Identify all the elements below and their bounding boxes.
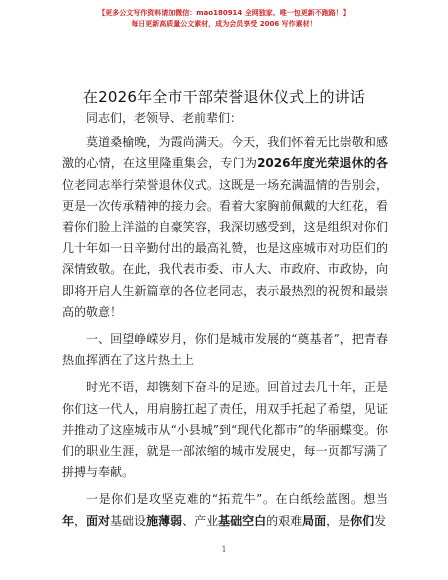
paragraph-1-emphasis: 2026年度光荣退休的各 <box>257 156 388 171</box>
greeting-text: 同志们，老领导、老前辈们： <box>86 111 243 125</box>
paragraph-3-bold-3: 施薄弱 <box>146 513 183 528</box>
paragraph-3-part2: ， <box>74 513 87 528</box>
paragraph-2-text: 时光不语，却镌刻下奋斗的足迹。回首过去几十年，正是你们这一代人，用肩膀扛起了责任，用双手托起了希望，见证并推动了这座城市从“小县城”到“现代化都市”的华丽蝶变。你们的职业生涯，就是一部浓缩的城市发展史，每一页都写满了拼搏与奉献。 <box>62 380 388 480</box>
paragraph-3-part1: 一是你们是攻坚克难的“拓荒牛”。在白纸绘蓝图。想当 <box>86 492 388 507</box>
paragraph-3-bold-4: 基础空白 <box>218 513 267 528</box>
paragraph-1-part2: 位老同志举行荣誉退休仪式。这既是一场充满温情的告别会，更是一次传承精神的接力会。看着大家胸前佩戴的大红花，看着你们脸上洋溢的自豪笑容，我深切感受到，这是组织对你们几十年如一日辛勤付出的最高礼赞，也是这座城市对功臣们的深情致敬。在此，我代表市委、市人大、市政府、市政协，向即将开启人生新篇章的各位老同志，表示最热烈的祝贺和最崇高的敬意！ <box>62 177 388 319</box>
paragraph-1 <box>62 132 388 323</box>
paragraph-3-part4: 、产业 <box>182 513 219 528</box>
greeting <box>62 108 388 129</box>
paragraph-3-bold-2: 面对 <box>86 513 111 528</box>
section-1-heading <box>62 329 388 371</box>
paragraph-3-bold-6: 你们 <box>350 513 375 528</box>
paragraph-3-bold-5: 局面 <box>302 513 327 528</box>
promo-header-line1: 【更多公文写作资料请加微信：mao180914 全网独家、唯一包更新不跑路！】 <box>98 9 350 17</box>
paragraph-3 <box>62 489 388 531</box>
paragraph-3-part3: 基础设 <box>110 513 147 528</box>
paragraph-3-part7: 发 <box>374 513 387 528</box>
paragraph-1-part1: 莫道桑榆晚，为霞尚满天。今天，我们怀着无比崇敬和感激的心情，在这里隆重集会，专门为 <box>62 135 388 171</box>
page-number: 1 <box>221 545 227 554</box>
paragraph-3-bold-1: 年 <box>62 513 75 528</box>
document-title: 在2026年全市干部荣誉退休仪式上的讲话 <box>82 88 366 106</box>
paragraph-2 <box>62 377 388 483</box>
section-1-heading-text: 一、回望峥嵘岁月，你们是城市发展的“奠基者”，把青春热血挥洒在了这片热土上 <box>62 332 388 368</box>
document-body <box>62 108 388 538</box>
paragraph-3-part5: 的艰难 <box>266 513 303 528</box>
promo-header-line2: 每日更新高质量公文素材，成为会员享受 2006 写作素材！ <box>131 20 317 28</box>
promo-header <box>0 8 448 30</box>
paragraph-3-part6: ，是 <box>326 513 351 528</box>
